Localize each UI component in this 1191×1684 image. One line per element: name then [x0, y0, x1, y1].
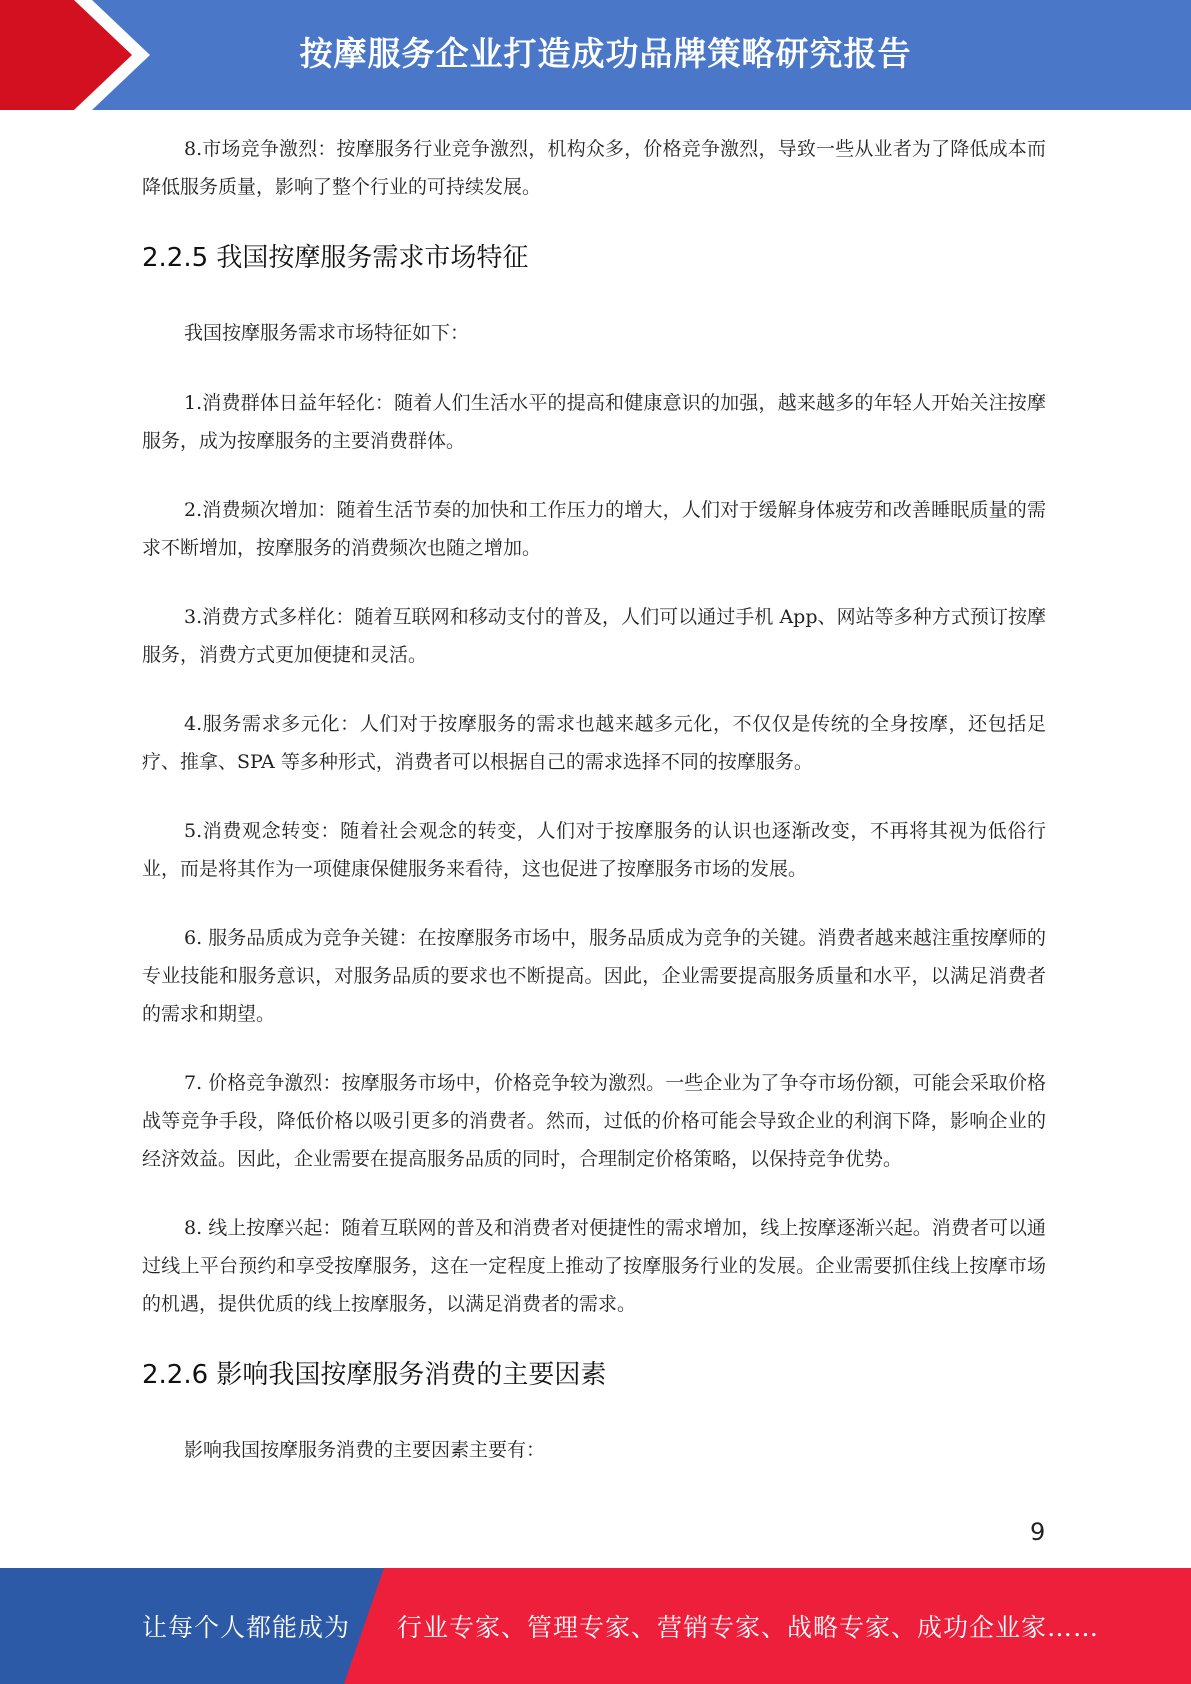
- list-item-2-2-5-3: 3.消费方式多样化：随着互联网和移动支付的普及，人们可以通过手机 App、网站等多种方式预订按摩服务，消费方式更加便捷和灵活。: [142, 606, 1046, 666]
- list-item-2-2-5-6: 6. 服务品质成为竞争关键：在按摩服务市场中，服务品质成为竞争的关键。消费者越来越注重按摩师的专业技能和服务意识，对服务品质的要求也不断提高。因此，企业需要提高服务质量和水平，以满足消费者的需求和期望。: [142, 927, 1046, 1025]
- footer-band: [0, 1568, 1191, 1684]
- list-item-2-2-5-2: 2.消费频次增加：随着生活节奏的加快和工作压力的增大，人们对于缓解身体疲劳和改善睡眠质量的需求不断增加，按摩服务的消费频次也随之增加。: [142, 499, 1046, 559]
- list-item-2-2-5-5: 5.消费观念转变：随着社会观念的转变，人们对于按摩服务的认识也逐渐改变，不再将其视为低俗行业，而是将其作为一项健康保健服务来看待，这也促进了按摩服务市场的发展。: [142, 820, 1046, 880]
- section-heading-2-2-5: 2.2.5 我国按摩服务需求市场特征: [142, 243, 529, 273]
- paragraph-2-2-6-lead: 影响我国按摩服务消费的主要因素主要有：: [184, 1439, 546, 1461]
- section-heading-2-2-6: 2.2.6 影响我国按摩服务消费的主要因素: [142, 1360, 607, 1390]
- list-item-2-2-5-4: 4.服务需求多元化：人们对于按摩服务的需求也越来越多元化，不仅仅是传统的全身按摩，还包括足疗、推拿、SPA 等多种形式，消费者可以根据自己的需求选择不同的按摩服务。: [142, 713, 1046, 773]
- list-item-2-2-5-8: 8. 线上按摩兴起：随着互联网的普及和消费者对便捷性的需求增加，线上按摩逐渐兴起。消费者可以通过线上平台预约和享受按摩服务，这在一定程度上推动了按摩服务行业的发展。企业需要抓住线上按摩市场的机遇，提供优质的线上按摩服务，以满足消费者的需求。: [142, 1217, 1046, 1315]
- paragraph-2-2-5-lead: 我国按摩服务需求市场特征如下：: [184, 322, 470, 344]
- header-band: [0, 0, 1191, 110]
- paragraph-market-competition: 8.市场竞争激烈：按摩服务行业竞争激烈，机构众多，价格竞争激烈，导致一些从业者为了降低成本而降低服务质量，影响了整个行业的可持续发展。: [142, 138, 1046, 198]
- list-item-2-2-5-1: 1.消费群体日益年轻化：随着人们生活水平的提高和健康意识的加强，越来越多的年轻人开始关注按摩服务，成为按摩服务的主要消费群体。: [142, 392, 1046, 452]
- footer-slogan-left: 让每个人都能成为: [142, 1613, 351, 1642]
- report-title: 按摩服务企业打造成功品牌策略研究报告: [299, 34, 912, 73]
- page-number: 9: [1030, 1518, 1046, 1546]
- document-body: [142, 130, 1046, 1469]
- list-item-2-2-5-7: 7. 价格竞争激烈：按摩服务市场中，价格竞争较为激烈。一些企业为了争夺市场份额，可能会采取价格战等竞争手段，降低价格以吸引更多的消费者。然而，过低的价格可能会导致企业的利润下降，影响企业的经济效益。因此，企业需要在提高服务品质的同时，合理制定价格策略，以保持竞争优势。: [142, 1072, 1046, 1170]
- footer-slogan-right: 行业专家、管理专家、营销专家、战略专家、成功企业家……: [397, 1613, 1100, 1642]
